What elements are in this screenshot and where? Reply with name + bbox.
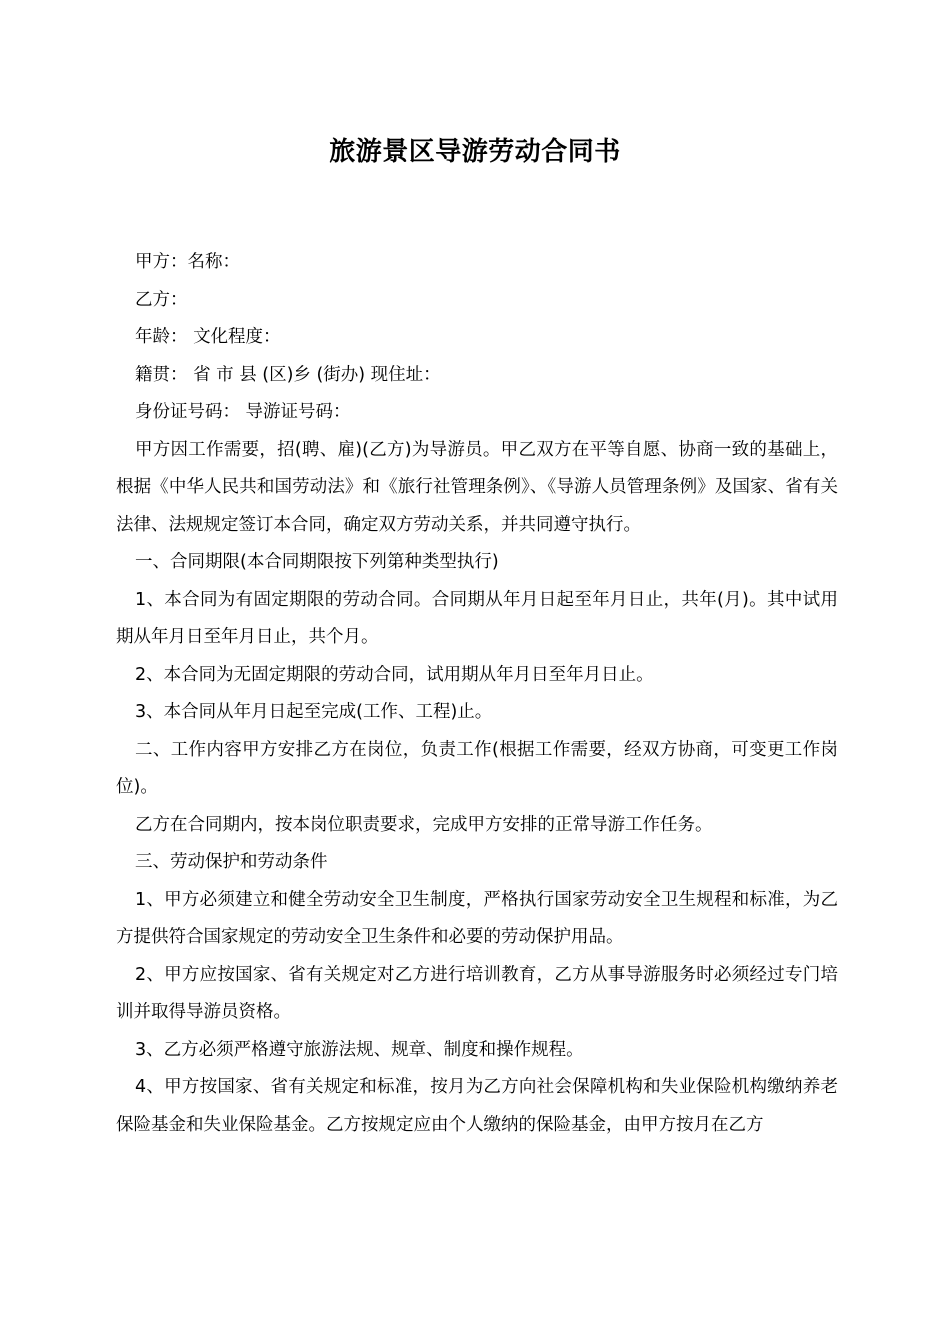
protection-clause-1: 1、甲方必须建立和健全劳动安全卫生制度，严格执行国家劳动安全卫生规程和标准，为乙方提供符合国家规定的劳动安全卫生条件和必要的劳动保护用品。 <box>116 889 838 947</box>
party-a-line: 甲方：名称： <box>135 252 240 272</box>
term-clause-3: 3、本合同从年月日起至完成(工作、工程)止。 <box>135 702 493 722</box>
preamble-paragraph: 甲方因工作需要，招(聘、雇)(乙方)为导游员。甲乙双方在平等自愿、协商一致的基础上，根据《中华人民共和国劳动法》和《旅行社管理条例》、《导游人员管理条例》及国家、省有关法律、法规规定签订本合同，确定双方劳动关系，并共同遵守执行。 <box>116 439 838 535</box>
protection-clause-2: 2、甲方应按国家、省有关规定对乙方进行培训教育，乙方从事导游服务时必须经过专门培训并取得导游员资格。 <box>116 964 838 1022</box>
hometown-address-line: 籍贯： 省 市 县 (区)乡 (街办) 现住址： <box>135 364 441 385</box>
document-title: 旅游景区导游劳动合同书 <box>329 137 621 167</box>
work-duty-paragraph: 乙方在合同期内，按本岗位职责要求，完成甲方安排的正常导游工作任务。 <box>135 814 713 835</box>
document-body <box>116 244 838 1144</box>
term-clause-1: 1、本合同为有固定期限的劳动合同。合同期从年月日起至年月日止，共年(月)。其中试用期从年月日至年月日止，共个月。 <box>116 589 838 647</box>
term-clause-2: 2、本合同为无固定期限的劳动合同，试用期从年月日至年月日止。 <box>135 664 654 685</box>
section-contract-term-heading: 一、合同期限(本合同期限按下列第种类型执行) <box>135 552 499 572</box>
section-work-content: 二、工作内容甲方安排乙方在岗位，负责工作(根据工作需要，经双方协商，可变更工作岗位)。 <box>116 739 838 797</box>
protection-clause-3: 3、乙方必须严格遵守旅游法规、规章、制度和操作规程。 <box>135 1039 584 1060</box>
party-b-line: 乙方： <box>135 289 188 310</box>
id-number-line: 身份证号码： 导游证号码： <box>135 402 351 422</box>
section-labor-protection-heading: 三、劳动保护和劳动条件 <box>135 852 328 872</box>
age-education-line: 年龄： 文化程度： <box>135 327 281 347</box>
protection-clause-4: 4、甲方按国家、省有关规定和标准，按月为乙方向社会保障机构和失业保险机构缴纳养老保险基金和失业保险基金。乙方按规定应由个人缴纳的保险基金，由甲方按月在乙方 <box>116 1077 838 1135</box>
